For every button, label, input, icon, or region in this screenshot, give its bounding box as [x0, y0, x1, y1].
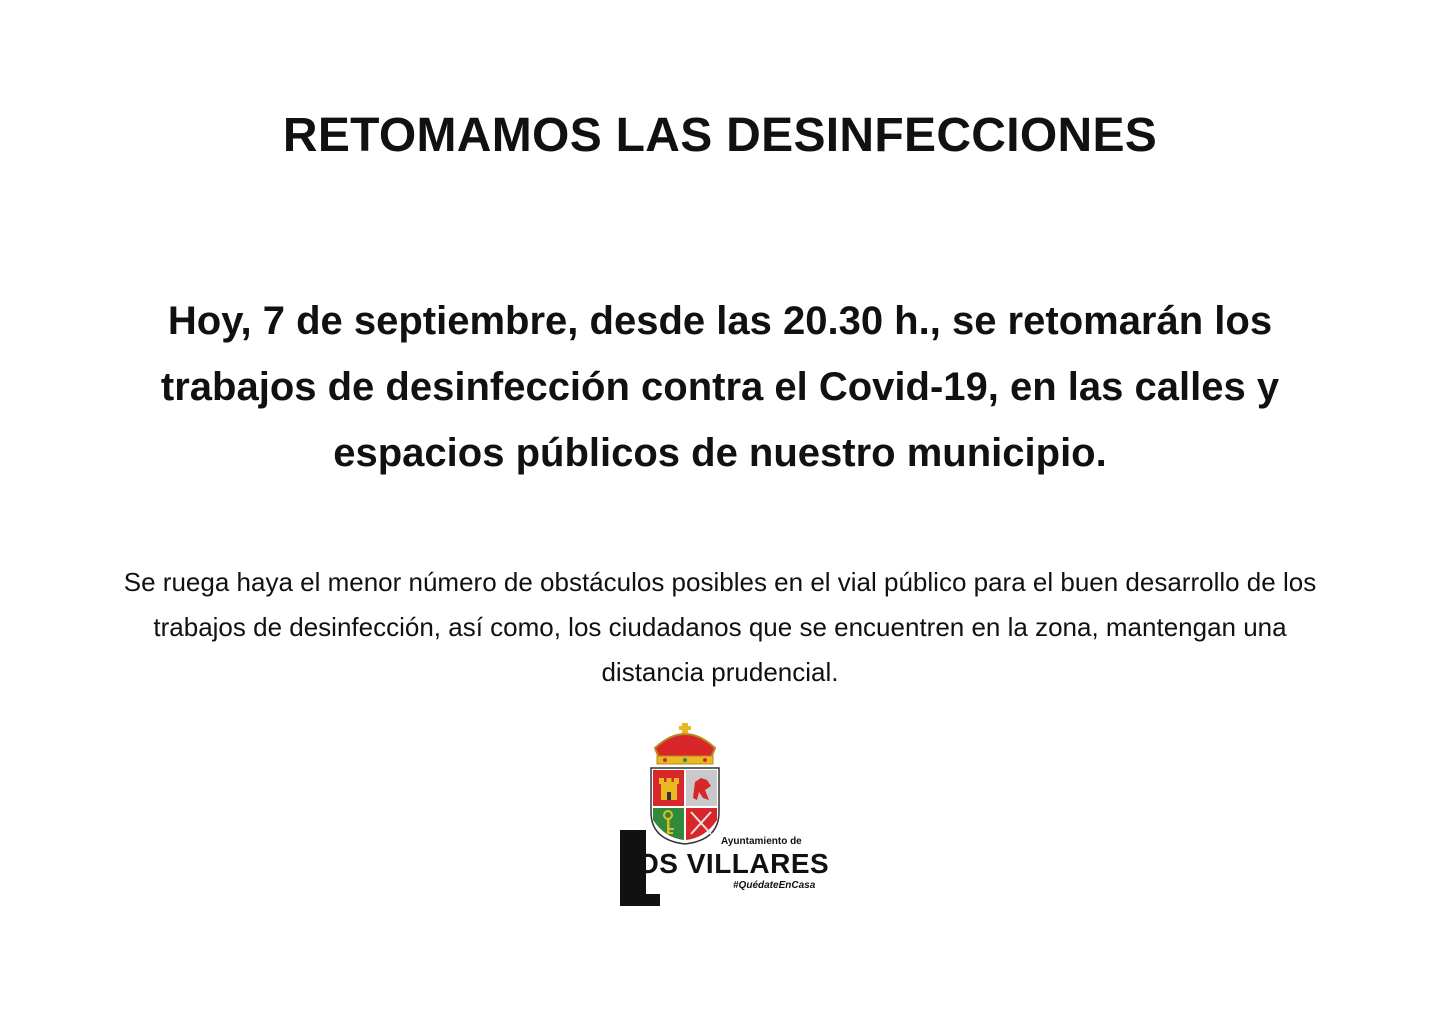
logo-name: OS VILLARES [637, 848, 830, 879]
logo-subtitle: Ayuntamiento de [721, 836, 802, 847]
note-paragraph: Se ruega haya el menor número de obstáculos posibles en el vial público para el buen desarrollo de los trabajos de desinfección, así como, los ciudadanos que se encuentren en la zona, mantengan una distancia prudencial. [123, 567, 1317, 687]
logo-tagline: #QuédateEnCasa [733, 880, 816, 891]
coat-of-arms-icon [645, 720, 735, 845]
lead-paragraph: Hoy, 7 de septiembre, desde las 20.30 h., se retomarán los trabajos de desinfección contra el Covid-19, en las calles y espacios públicos de nuestro municipio. [160, 299, 1280, 475]
page-title: RETOMAMOS LAS DESINFECCIONES [282, 109, 1158, 162]
municipal-logo [615, 720, 830, 900]
